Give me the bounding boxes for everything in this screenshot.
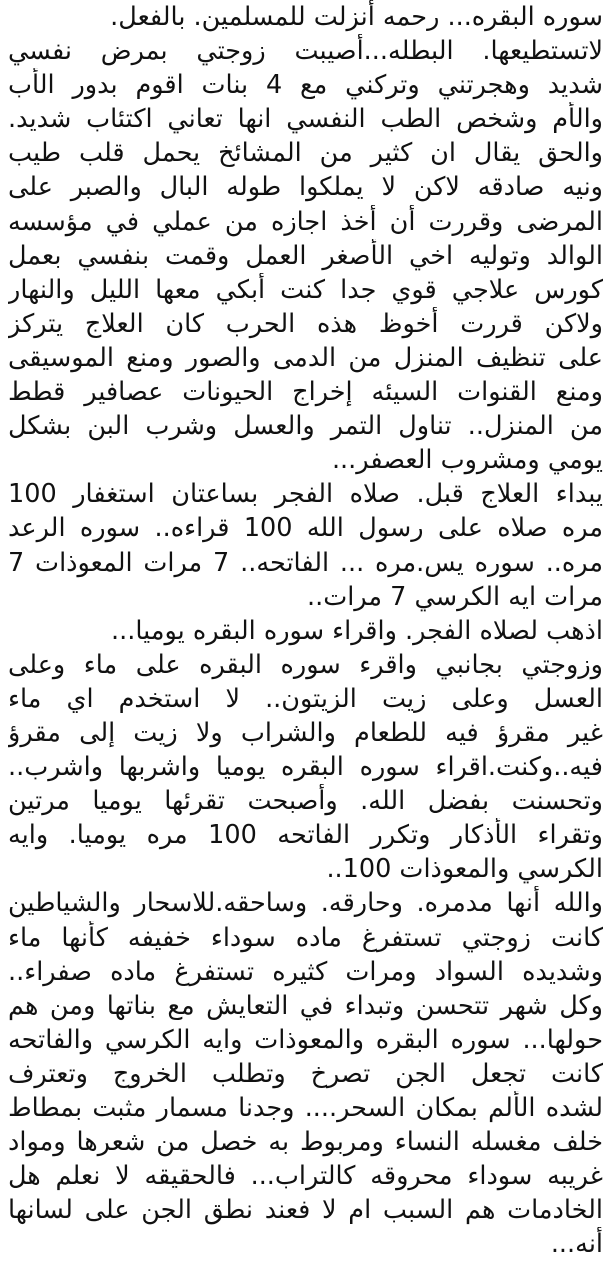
text-line: اذهب لصلاه الفجر. واقراء سوره البقره يوميا... (111, 615, 603, 646)
text-line: يومي ومشروب العصفر... (331, 445, 603, 476)
text-line: فيه..وكنت.اقراء سوره البقره يوميا واشربها واشرب.. (8, 752, 603, 783)
text-line: الوالد وتوليه اخي الأصغر العمل وقمت بنفسي بعمل (8, 240, 603, 271)
text-line: شديد وهجرتني وتركني مع 4 بنات اقوم بدور الأب (8, 70, 603, 101)
text-line: العسل وعلى زيت الزيتون.. لا استخدم اي ماء (8, 683, 603, 714)
text-line: والأم وشخص الطب النفسي انها تعاني اكتئاب شديد. (8, 104, 603, 135)
text-line: على تنظيف المنزل من الدمى والصور ومنع الموسيقى (8, 342, 603, 373)
text-line: ونيه صادقه لاكن لا يملكوا طوله البال والصبر على (8, 172, 603, 203)
text-line: المرضى وقررت أن أخذ اجازه من عملي في مؤسسه (8, 206, 603, 237)
text-line: الخادمات هم السبب ام لا فعند نطق الجن على لسانها (8, 1195, 603, 1226)
text-line: ولاكن قررت أخوظ هذه الحرب كان العلاج يتركز (8, 308, 603, 339)
text-line: حولها... سوره البقره والمعوذات وايه الكرسي والفاتحه (8, 1024, 603, 1055)
text-line: وكل شهر تتحسن وتبداء في التعايش مع بناتها ومن هم (8, 990, 603, 1021)
text-line: كانت زوجتي تستفرغ ماده سوداء خفيفه كأنها ماء (8, 922, 603, 953)
text-line: مرات ايه الكرسي 7 مرات.. (307, 581, 603, 612)
text-line: والله أنها مدمره. وحارقه. وساحقه.للاسحار والشياطين (8, 888, 603, 919)
text-line: لشده الألم بمكان السحر.... وجدنا مسمار مثبت بمطاط (8, 1093, 603, 1123)
text-line: غير مقرؤ فيه للطعام والشراب ولا زيت إلى مقرؤ (8, 717, 603, 748)
text-line: كورس علاجي قوي جدا كنت أبكي معها الليل والنهار (8, 274, 603, 305)
text-line: الكرسي والمعوذات 100.. (326, 854, 603, 885)
text-line: يبداء العلاج قبل. صلاه الفجر بساعتان استغفار 100 (8, 479, 603, 510)
text-line: غريبه سوداء محروقه كالتراب... فالحقيقه لا نعلم هل (8, 1161, 603, 1192)
text-line: والحق يقال ان كثير من المشائخ يحمل قلب طيب (8, 138, 603, 169)
text-line: وتقراء الأذكار وتكرر الفاتحه 100 مره يوميا. وايه (8, 820, 603, 851)
text-line: لاتستطيعها. البطله...أصيبت زوجتي بمرض نفسي (8, 36, 603, 67)
text-line: كانت تجعل الجن تصرخ وتطلب الخروج وتعترف (8, 1058, 603, 1089)
text-line: وزوجتي بجانبي واقرء سوره البقره على ماء وعلى (8, 649, 603, 680)
text-line: من المنزل.. تناول التمر والعسل وشرب البن بشكل (8, 411, 603, 442)
text-line: مره.. سوره يس.مره ... الفاتحه.. 7 مرات المعوذات 7 (8, 547, 603, 578)
text-line: وتحسنت بفضل الله. وأصبحت تقرئها يوميا مرتين (8, 786, 603, 817)
text-line: وشديده السواد ومرات كثيره تستفرغ ماده صفراء.. (8, 956, 603, 987)
text-line: أنه... (550, 1229, 603, 1260)
text-line: مره صلاه على رسول الله 100 قراءه.. سوره الرعد (8, 513, 603, 544)
text-line: سوره البقره... رحمه أنزلت للمسلمين. بالفعل. (110, 2, 603, 32)
text-line: ومنع القنوات السيئه إخراج الحيونات عصافير قطط (8, 377, 603, 408)
text-line: خلف مغسله النساء ومربوط به خصل من شعرها ومواد (8, 1127, 603, 1158)
